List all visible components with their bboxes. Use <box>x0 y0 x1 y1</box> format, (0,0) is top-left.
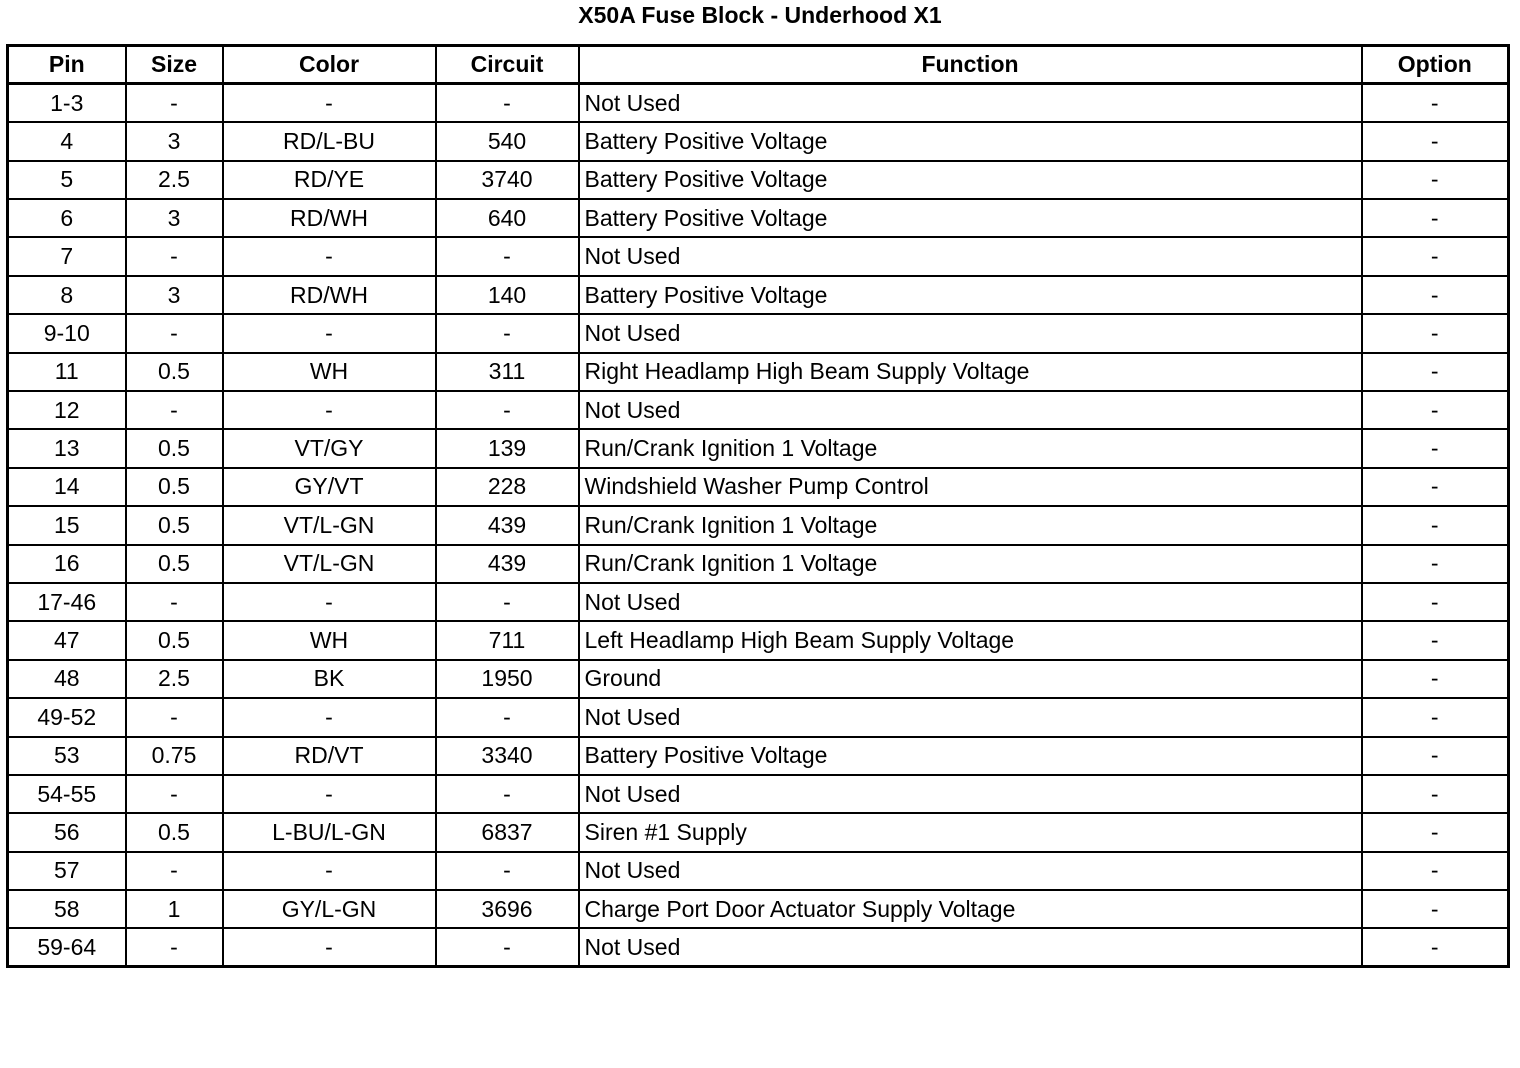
cell-pin: 49-52 <box>8 698 126 736</box>
table-row <box>8 737 1509 775</box>
cell-pin: 11 <box>8 353 126 391</box>
cell-pin: 12 <box>8 391 126 429</box>
cell-pin: 1-3 <box>8 84 126 122</box>
table-row <box>8 852 1509 890</box>
cell-function: Right Headlamp High Beam Supply Voltage <box>579 353 1362 391</box>
cell-size: - <box>126 583 223 621</box>
cell-option: - <box>1362 545 1509 583</box>
header-color: Color <box>223 46 436 84</box>
cell-function: Battery Positive Voltage <box>579 199 1362 237</box>
cell-circuit: 711 <box>436 621 579 659</box>
header-circuit: Circuit <box>436 46 579 84</box>
cell-function: Not Used <box>579 84 1362 122</box>
cell-circuit: 6837 <box>436 813 579 851</box>
cell-option: - <box>1362 237 1509 275</box>
cell-size: - <box>126 928 223 966</box>
table-row <box>8 199 1509 237</box>
cell-circuit: 140 <box>436 276 579 314</box>
cell-color: GY/VT <box>223 468 436 506</box>
cell-size: 2.5 <box>126 660 223 698</box>
cell-function: Battery Positive Voltage <box>579 276 1362 314</box>
cell-pin: 6 <box>8 199 126 237</box>
cell-option: - <box>1362 314 1509 352</box>
cell-option: - <box>1362 199 1509 237</box>
cell-color: RD/WH <box>223 276 436 314</box>
cell-circuit: - <box>436 314 579 352</box>
cell-function: Not Used <box>579 852 1362 890</box>
cell-circuit: 3696 <box>436 890 579 928</box>
cell-color: L-BU/L-GN <box>223 813 436 851</box>
table-row <box>8 314 1509 352</box>
cell-size: - <box>126 237 223 275</box>
cell-size: 3 <box>126 122 223 160</box>
cell-pin: 16 <box>8 545 126 583</box>
cell-option: - <box>1362 775 1509 813</box>
cell-circuit: 3340 <box>436 737 579 775</box>
cell-circuit: - <box>436 852 579 890</box>
cell-pin: 7 <box>8 237 126 275</box>
cell-function: Not Used <box>579 237 1362 275</box>
cell-function: Run/Crank Ignition 1 Voltage <box>579 545 1362 583</box>
cell-pin: 59-64 <box>8 928 126 966</box>
cell-function: Not Used <box>579 391 1362 429</box>
header-function: Function <box>579 46 1362 84</box>
cell-pin: 54-55 <box>8 775 126 813</box>
cell-circuit: - <box>436 84 579 122</box>
cell-circuit: - <box>436 237 579 275</box>
cell-size: 0.75 <box>126 737 223 775</box>
cell-color: WH <box>223 621 436 659</box>
cell-option: - <box>1362 391 1509 429</box>
cell-color: - <box>223 928 436 966</box>
cell-circuit: 228 <box>436 468 579 506</box>
cell-pin: 17-46 <box>8 583 126 621</box>
table-row <box>8 698 1509 736</box>
cell-option: - <box>1362 852 1509 890</box>
cell-color: RD/WH <box>223 199 436 237</box>
cell-pin: 58 <box>8 890 126 928</box>
table-row <box>8 468 1509 506</box>
cell-size: - <box>126 775 223 813</box>
cell-function: Battery Positive Voltage <box>579 122 1362 160</box>
table-row <box>8 813 1509 851</box>
cell-option: - <box>1362 583 1509 621</box>
cell-option: - <box>1362 161 1509 199</box>
cell-pin: 13 <box>8 429 126 467</box>
cell-color: - <box>223 852 436 890</box>
cell-pin: 48 <box>8 660 126 698</box>
cell-circuit: - <box>436 928 579 966</box>
cell-color: - <box>223 583 436 621</box>
cell-circuit: 1950 <box>436 660 579 698</box>
table-row <box>8 276 1509 314</box>
cell-size: 2.5 <box>126 161 223 199</box>
cell-function: Not Used <box>579 698 1362 736</box>
table-row <box>8 660 1509 698</box>
cell-color: - <box>223 775 436 813</box>
cell-pin: 56 <box>8 813 126 851</box>
cell-color: VT/L-GN <box>223 506 436 544</box>
cell-pin: 47 <box>8 621 126 659</box>
cell-color: - <box>223 237 436 275</box>
cell-option: - <box>1362 737 1509 775</box>
cell-color: BK <box>223 660 436 698</box>
table-row <box>8 775 1509 813</box>
cell-size: 0.5 <box>126 545 223 583</box>
cell-color: VT/GY <box>223 429 436 467</box>
cell-pin: 8 <box>8 276 126 314</box>
header-size: Size <box>126 46 223 84</box>
cell-circuit: 139 <box>436 429 579 467</box>
cell-pin: 57 <box>8 852 126 890</box>
cell-circuit: 439 <box>436 545 579 583</box>
cell-option: - <box>1362 813 1509 851</box>
table-row <box>8 621 1509 659</box>
cell-function: Not Used <box>579 314 1362 352</box>
table-row <box>8 545 1509 583</box>
table-row <box>8 506 1509 544</box>
cell-color: - <box>223 84 436 122</box>
table-row <box>8 890 1509 928</box>
cell-color: WH <box>223 353 436 391</box>
cell-circuit: 640 <box>436 199 579 237</box>
cell-size: 0.5 <box>126 621 223 659</box>
cell-circuit: 311 <box>436 353 579 391</box>
table-row <box>8 122 1509 160</box>
cell-pin: 53 <box>8 737 126 775</box>
cell-option: - <box>1362 468 1509 506</box>
cell-color: RD/VT <box>223 737 436 775</box>
cell-option: - <box>1362 276 1509 314</box>
header-row <box>8 46 1509 84</box>
cell-size: 0.5 <box>126 468 223 506</box>
cell-function: Not Used <box>579 583 1362 621</box>
cell-size: 0.5 <box>126 813 223 851</box>
cell-pin: 5 <box>8 161 126 199</box>
cell-circuit: - <box>436 775 579 813</box>
cell-size: - <box>126 698 223 736</box>
cell-color: RD/YE <box>223 161 436 199</box>
cell-size: 3 <box>126 276 223 314</box>
cell-size: - <box>126 391 223 429</box>
cell-function: Not Used <box>579 775 1362 813</box>
header-pin: Pin <box>8 46 126 84</box>
cell-size: - <box>126 852 223 890</box>
cell-option: - <box>1362 660 1509 698</box>
cell-size: 3 <box>126 199 223 237</box>
cell-circuit: - <box>436 583 579 621</box>
cell-option: - <box>1362 122 1509 160</box>
cell-size: 0.5 <box>126 506 223 544</box>
cell-option: - <box>1362 621 1509 659</box>
cell-option: - <box>1362 84 1509 122</box>
table-row <box>8 928 1509 966</box>
cell-option: - <box>1362 429 1509 467</box>
table-row <box>8 353 1509 391</box>
cell-function: Charge Port Door Actuator Supply Voltage <box>579 890 1362 928</box>
cell-pin: 4 <box>8 122 126 160</box>
page-title: X50A Fuse Block - Underhood X1 <box>578 2 942 28</box>
cell-option: - <box>1362 353 1509 391</box>
cell-function: Siren #1 Supply <box>579 813 1362 851</box>
cell-function: Battery Positive Voltage <box>579 737 1362 775</box>
cell-size: 0.5 <box>126 429 223 467</box>
cell-option: - <box>1362 698 1509 736</box>
table-row <box>8 391 1509 429</box>
cell-circuit: - <box>436 698 579 736</box>
cell-size: - <box>126 314 223 352</box>
table-row <box>8 429 1509 467</box>
cell-pin: 14 <box>8 468 126 506</box>
table-row <box>8 237 1509 275</box>
cell-function: Left Headlamp High Beam Supply Voltage <box>579 621 1362 659</box>
cell-option: - <box>1362 506 1509 544</box>
cell-size: 0.5 <box>126 353 223 391</box>
cell-color: - <box>223 391 436 429</box>
cell-size: - <box>126 84 223 122</box>
pinout-table <box>6 44 1510 968</box>
cell-color: GY/L-GN <box>223 890 436 928</box>
table-body <box>8 84 1509 967</box>
cell-color: VT/L-GN <box>223 545 436 583</box>
cell-function: Battery Positive Voltage <box>579 161 1362 199</box>
cell-function: Ground <box>579 660 1362 698</box>
cell-option: - <box>1362 928 1509 966</box>
table-row <box>8 583 1509 621</box>
cell-color: - <box>223 314 436 352</box>
cell-circuit: 540 <box>436 122 579 160</box>
header-option: Option <box>1362 46 1509 84</box>
table-row <box>8 84 1509 122</box>
cell-size: 1 <box>126 890 223 928</box>
table-row <box>8 161 1509 199</box>
cell-function: Not Used <box>579 928 1362 966</box>
cell-color: - <box>223 698 436 736</box>
cell-function: Run/Crank Ignition 1 Voltage <box>579 506 1362 544</box>
cell-circuit: 439 <box>436 506 579 544</box>
cell-function: Run/Crank Ignition 1 Voltage <box>579 429 1362 467</box>
cell-circuit: 3740 <box>436 161 579 199</box>
cell-circuit: - <box>436 391 579 429</box>
cell-pin: 9-10 <box>8 314 126 352</box>
cell-option: - <box>1362 890 1509 928</box>
cell-pin: 15 <box>8 506 126 544</box>
cell-color: RD/L-BU <box>223 122 436 160</box>
cell-function: Windshield Washer Pump Control <box>579 468 1362 506</box>
